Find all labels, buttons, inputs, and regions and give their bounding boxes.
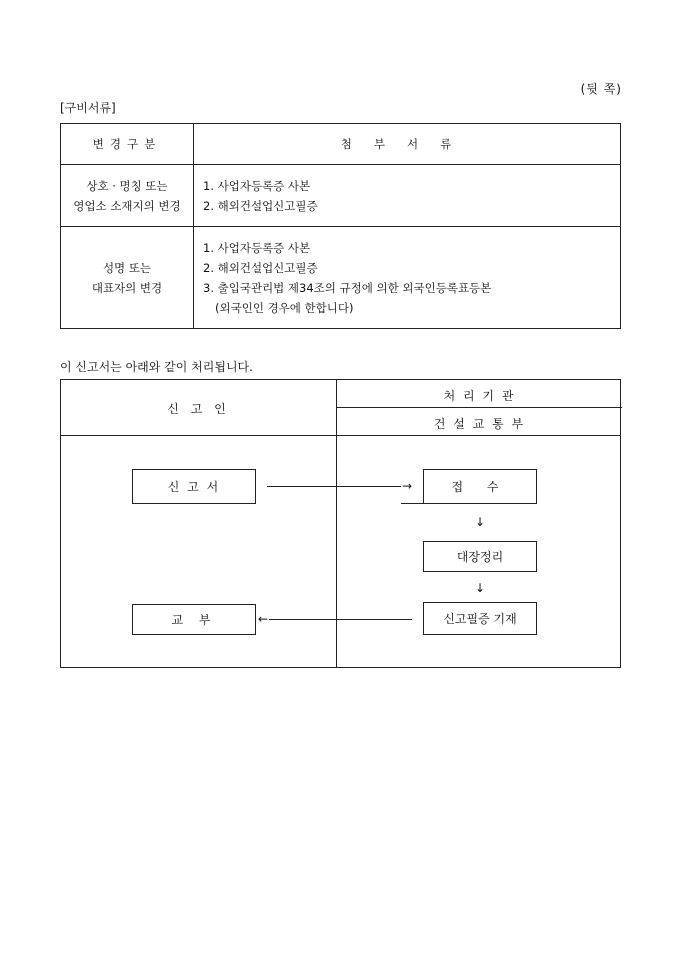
issue-connector-line [269,619,412,620]
process-note: 이 신고서는 아래와 같이 처리됩니다. [60,360,253,374]
issuance-box: 교 부 [132,604,256,635]
header-change-category: 변경구분 [61,124,194,165]
submit-connector-line [401,503,423,504]
row-category: 성명 또는 대표자의 변경 [61,227,194,329]
header-attached-documents: 첨부서류 [194,124,621,165]
down-arrow-icon: ↓ [475,515,486,529]
row-category: 상호 · 명칭 또는 영업소 소재지의 변경 [61,165,194,227]
submit-connector-line [267,486,401,487]
table-row [61,165,621,227]
down-arrow-icon: ↓ [475,581,486,595]
agency-name: 건 설 교 통 부 [433,417,526,431]
table-row [61,227,621,329]
header-divider [61,435,620,436]
left-arrow-icon: ← [258,612,269,626]
required-documents-table [60,123,621,329]
ledger-entry-box: 대장정리 [423,541,537,572]
row-documents: 1. 사업자등록증 사본 2. 해외건설업신고필증 [194,165,621,227]
certificate-entry-box: 신고필증 기재 [423,602,537,635]
agency-header-divider [336,407,622,408]
table-header-row [61,124,621,165]
right-arrow-icon: → [402,479,413,493]
row-documents: 1. 사업자등록증 사본 2. 해외건설업신고필증 3. 출입국관리법 제34조의 규정에 의한 외국인등록표등본 (외국인인 경우에 한합니다) [194,227,621,329]
agency-header: 처 리 기 관 [443,389,516,403]
report-form-box: 신 고 서 [132,469,256,504]
receipt-box: 접 수 [423,469,537,504]
applicant-header: 신 고 인 [167,402,230,416]
process-flow-diagram [60,379,621,668]
page-side-note: (뒷 쪽) [580,82,622,96]
required-documents-label: [구비서류] [60,101,116,115]
